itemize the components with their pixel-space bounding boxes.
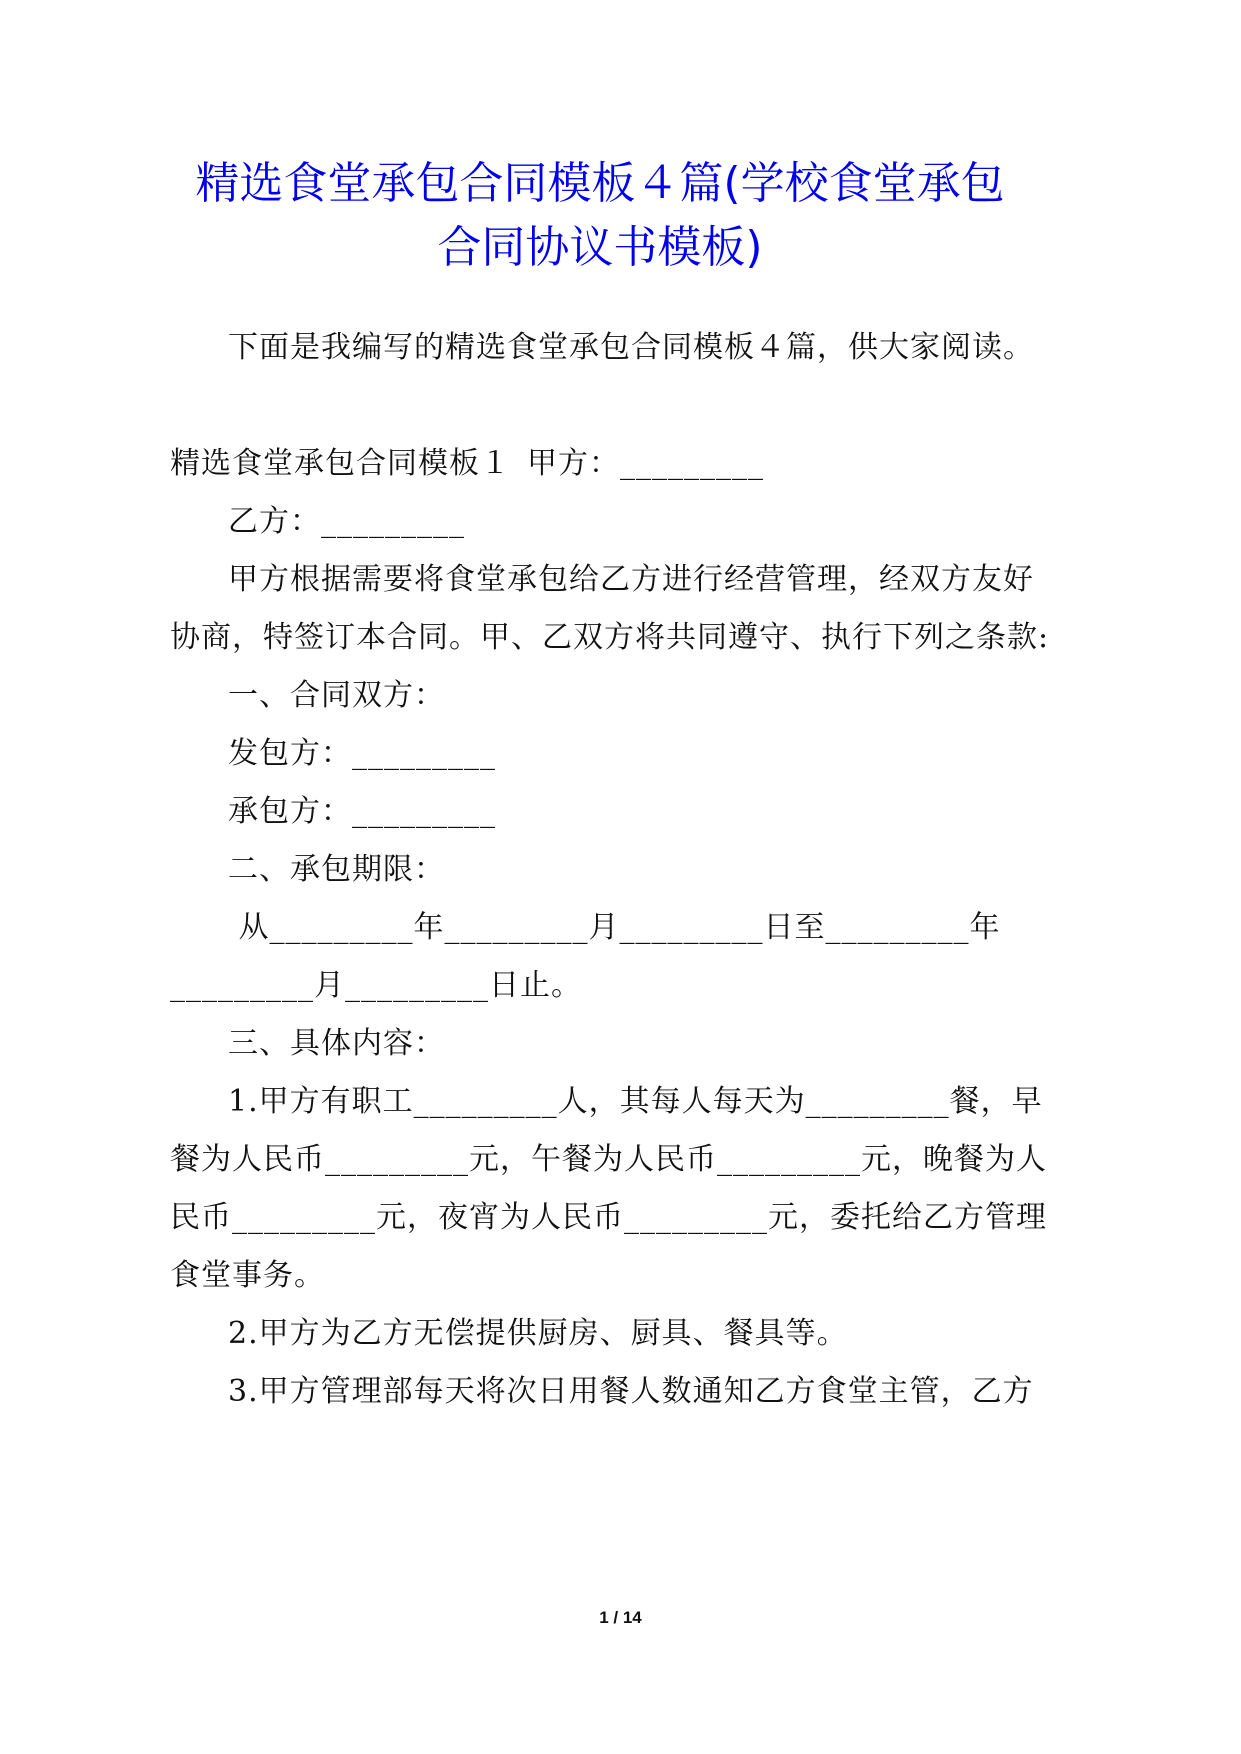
document-title-line-1: 精选食堂承包合同模板４篇(学校食堂承包 (195, 158, 1005, 209)
item-1-line-2: 餐为人民币_________元，午餐为人民币_________元，晚餐为人 (170, 1142, 1047, 1177)
item-2: 2.甲方为乙方无偿提供厨房、厨具、餐具等。 (228, 1316, 848, 1351)
section-1-heading: 精选食堂承包合同模板１ (170, 446, 511, 481)
intro-paragraph: 下面是我编写的精选食堂承包合同模板４篇，供大家阅读。 (228, 330, 1034, 365)
party-a-line: 甲方：_________ (527, 446, 764, 481)
item-1-line-3: 民币_________元，夜宵为人民币_________元，委托给乙方管理 (170, 1200, 1047, 1235)
party-b-line: 乙方：_________ (228, 504, 465, 539)
document-title-line-2: 合同协议书模板) (437, 222, 763, 273)
clause-3-heading: 三、具体内容： (228, 1026, 445, 1061)
item-3-line-1: 3.甲方管理部每天将次日用餐人数通知乙方食堂主管，乙方 (228, 1374, 1034, 1409)
issuer-line: 发包方：_________ (228, 736, 496, 771)
item-1-line-1: 1.甲方有职工_________人，其每人每天为_________餐，早 (228, 1084, 1043, 1119)
paragraph-1-line-2: 协商，特签订本合同。甲、乙双方将共同遵守、执行下列之条款: (170, 620, 1050, 655)
item-1-line-4: 食堂事务。 (170, 1258, 325, 1293)
paragraph-1-line-1: 甲方根据需要将食堂承包给乙方进行经营管理，经双方友好 (228, 562, 1034, 597)
term-line-1: 从_________年_________月_________日至_________年 (228, 910, 1001, 945)
page-number: 1 / 14 (599, 1608, 642, 1627)
clause-1-heading: 一、合同双方： (228, 678, 445, 713)
term-line-2: _________月_________日止。 (170, 968, 582, 1003)
contractor-line: 承包方：_________ (228, 794, 496, 829)
clause-2-heading: 二、承包期限： (228, 852, 445, 887)
